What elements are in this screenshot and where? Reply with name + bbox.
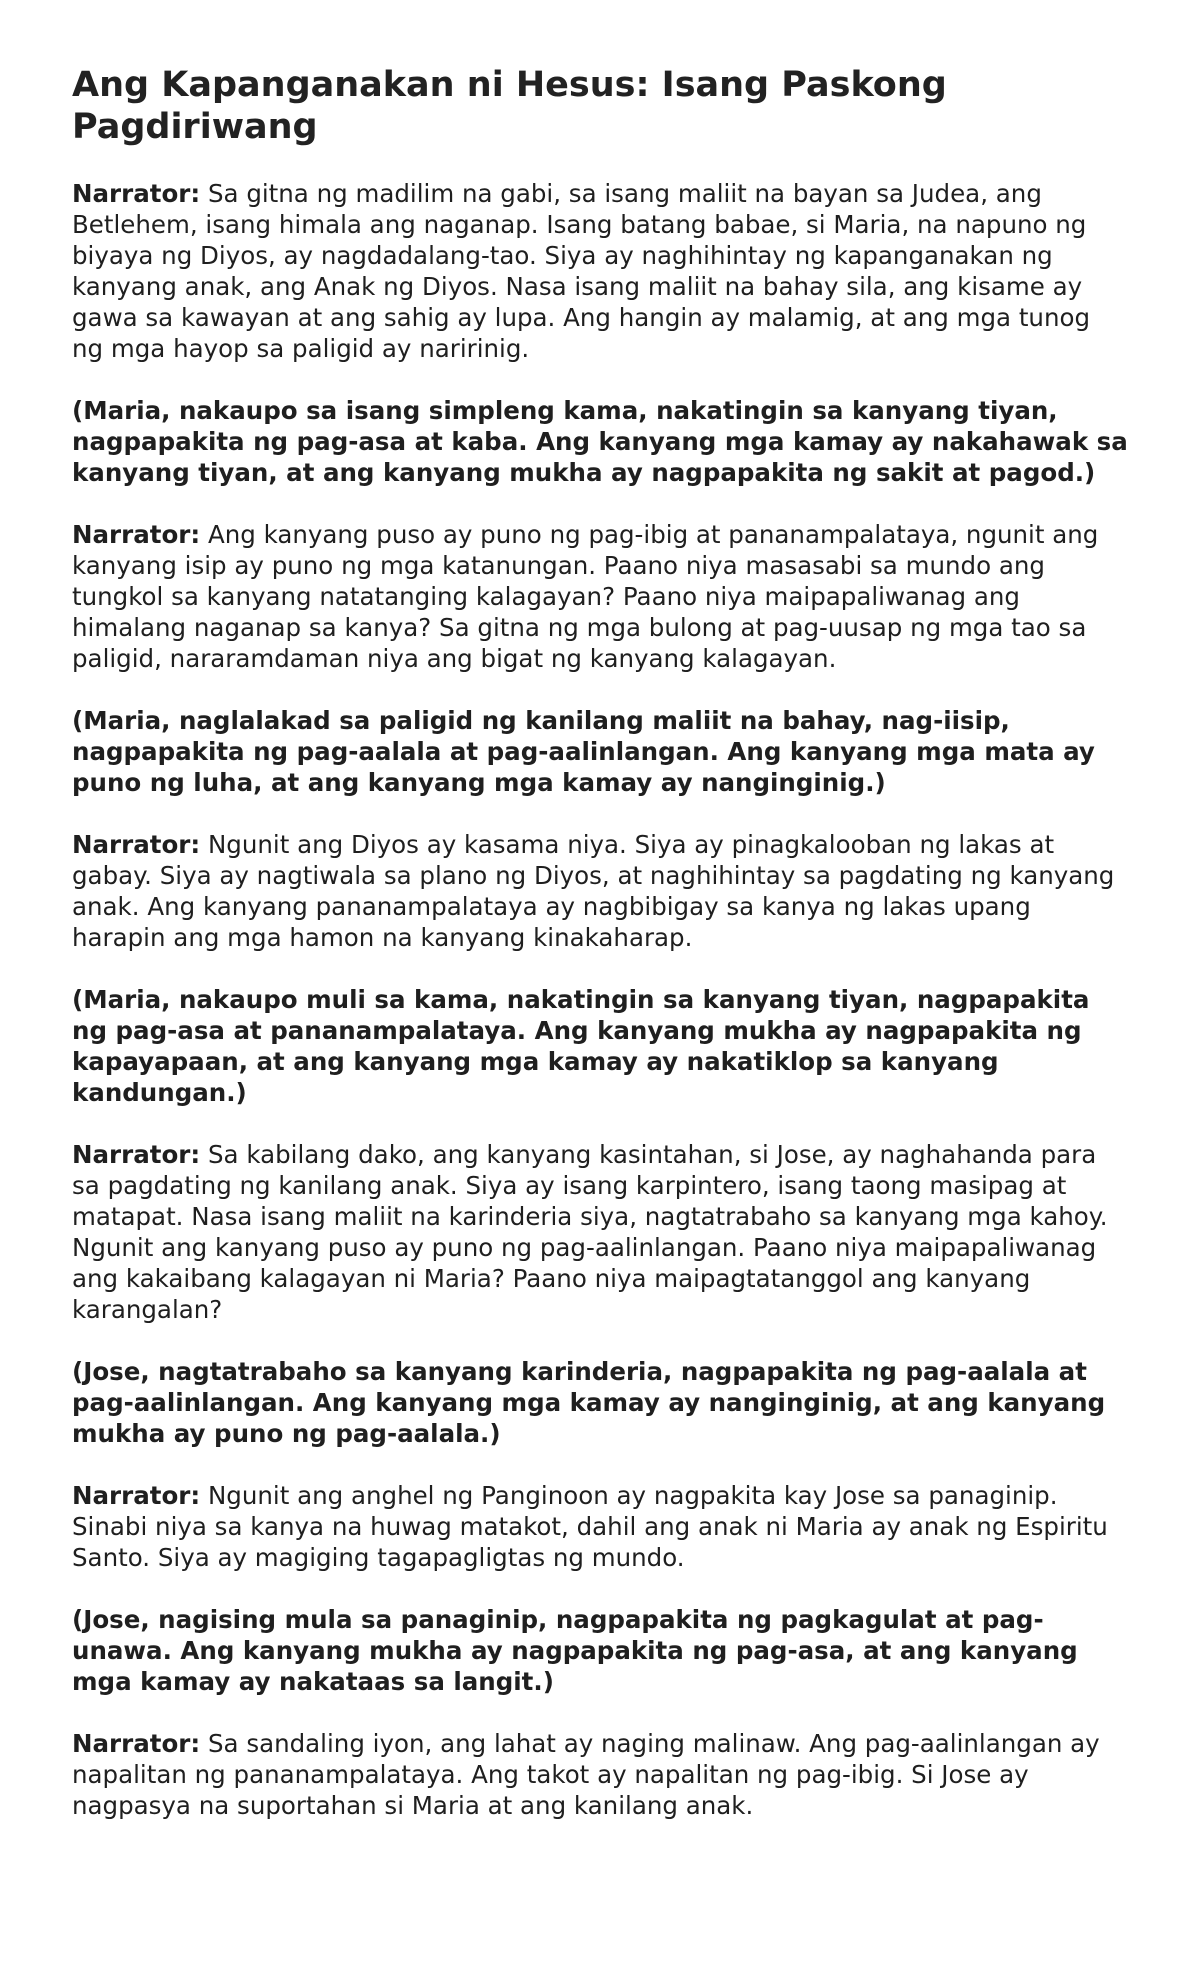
narration-text: Sa sandaling iyon, ang lahat ay naging malinaw. Ang pag-aalinlangan ay napalitan ng pananampalataya. Ang takot ay napalitan ng pag-ibig. Si Jose ay nagpasya na suportahan si Maria at ang kanilang anak. [72,1729,1100,1820]
narration-paragraph [72,519,1128,674]
narration-paragraph [72,1728,1128,1821]
narration-text: Ngunit ang anghel ng Panginoon ay nagpakita kay Jose sa panaginip. Sinabi niya sa kanya na huwag matakot, dahil ang anak ni Maria ay anak ng Espiritu Santo. Siya ay magiging tagapagligtas ng mundo. [72,1481,1108,1572]
speaker-label: Narrator: [72,1140,201,1169]
narration-text: Sa kabilang dako, ang kanyang kasintahan, si Jose, ay naghahanda para sa pagdating ng kanilang anak. Siya ay isang karpintero, isang taong masipag at matapat. Nasa isang maliit na karinderia siya, nagtatrabaho sa kanyang mga kahoy. Ngunit ang kanyang puso ay puno ng pag-aalinlangan. Paano niya maipapaliwanag ang kakaibang kalagayan ni Maria? Paano niya maipagtatanggol ang kanyang karangalan? [72,1140,1108,1324]
stage-direction: (Maria, nakaupo sa isang simpleng kama, nakatingin sa kanyang tiyan, nagpapakita ng pag-asa at kaba. Ang kanyang mga kamay ay nakahawak sa kanyang tiyan, at ang kanyang mukha ay nagpapakita ng sakit at pagod.) [72,396,1128,487]
narration-paragraph [72,178,1128,364]
narration-paragraph [72,1139,1128,1325]
speaker-label: Narrator: [72,1729,201,1758]
stage-direction: (Jose, nagising mula sa panaginip, nagpapakita ng pagkagulat at pag-unawa. Ang kanyang mukha ay nagpapakita ng pag-asa, at ang kanyang mga kamay ay nakataas sa langit.) [72,1605,1078,1696]
stage-direction: (Maria, nakaupo muli sa kama, nakatingin sa kanyang tiyan, nagpapakita ng pag-asa at pananampalataya. Ang kanyang mukha ay nagpapakita ng kapayapaan, at ang kanyang mga kamay ay nakatiklop sa kanyang kandungan.) [72,985,1090,1107]
speaker-label: Narrator: [72,179,201,208]
speaker-label: Narrator: [72,520,201,549]
stage-direction: (Maria, naglalakad sa paligid ng kanilang maliit na bahay, nag-iisip, nagpapakita ng pag-aalala at pag-aalinlangan. Ang kanyang mga mata ay puno ng luha, at ang kanyang mga kamay ay nanginginig.) [72,706,1095,797]
document-title: Ang Kapanganakan ni Hesus: Isang Paskong Pagdiriwang [72,65,947,147]
speaker-label: Narrator: [72,1481,201,1510]
narration-paragraph [72,829,1128,953]
narration-text: Ang kanyang puso ay puno ng pag-ibig at pananampalataya, ngunit ang kanyang isip ay puno ng mga katanungan. Paano niya masasabi sa mundo ang tungkol sa kanyang natatanging kalagayan? Paano niya maipapaliwanag ang himalang naganap sa kanya? Sa gitna ng mga bulong at pag-uusap ng mga tao sa paligid, nararamdaman niya ang bigat ng kanyang kalagayan. [72,520,1099,673]
narration-text: Sa gitna ng madilim na gabi, sa isang maliit na bayan sa Judea, ang Betlehem, isang himala ang naganap. Isang batang babae, si Maria, na napuno ng biyaya ng Diyos, ay nagdadalang-tao. Siya ay naghihintay ng kapanganakan ng kanyang anak, ang Anak ng Diyos. Nasa isang maliit na bahay sila, ang kisame ay gawa sa kawayan at ang sahig ay lupa. Ang hangin ay malamig, at ang mga tunog ng mga hayop sa paligid ay naririnig. [72,179,1091,363]
speaker-label: Narrator: [72,830,201,859]
narration-text: Ngunit ang Diyos ay kasama niya. Siya ay pinagkalooban ng lakas at gabay. Siya ay nagtiwala sa plano ng Diyos, at naghihintay sa pagdating ng kanyang anak. Ang kanyang pananampalataya ay nagbibigay sa kanya ng lakas upang harapin ang mga hamon na kanyang kinakaharap. [72,830,1115,952]
narration-paragraph [72,1480,1128,1573]
stage-direction: (Jose, nagtatrabaho sa kanyang karinderia, nagpapakita ng pag-aalala at pag-aalinlangan. Ang kanyang mga kamay ay nanginginig, at ang kanyang mukha ay puno ng pag-aalala.) [72,1357,1106,1448]
